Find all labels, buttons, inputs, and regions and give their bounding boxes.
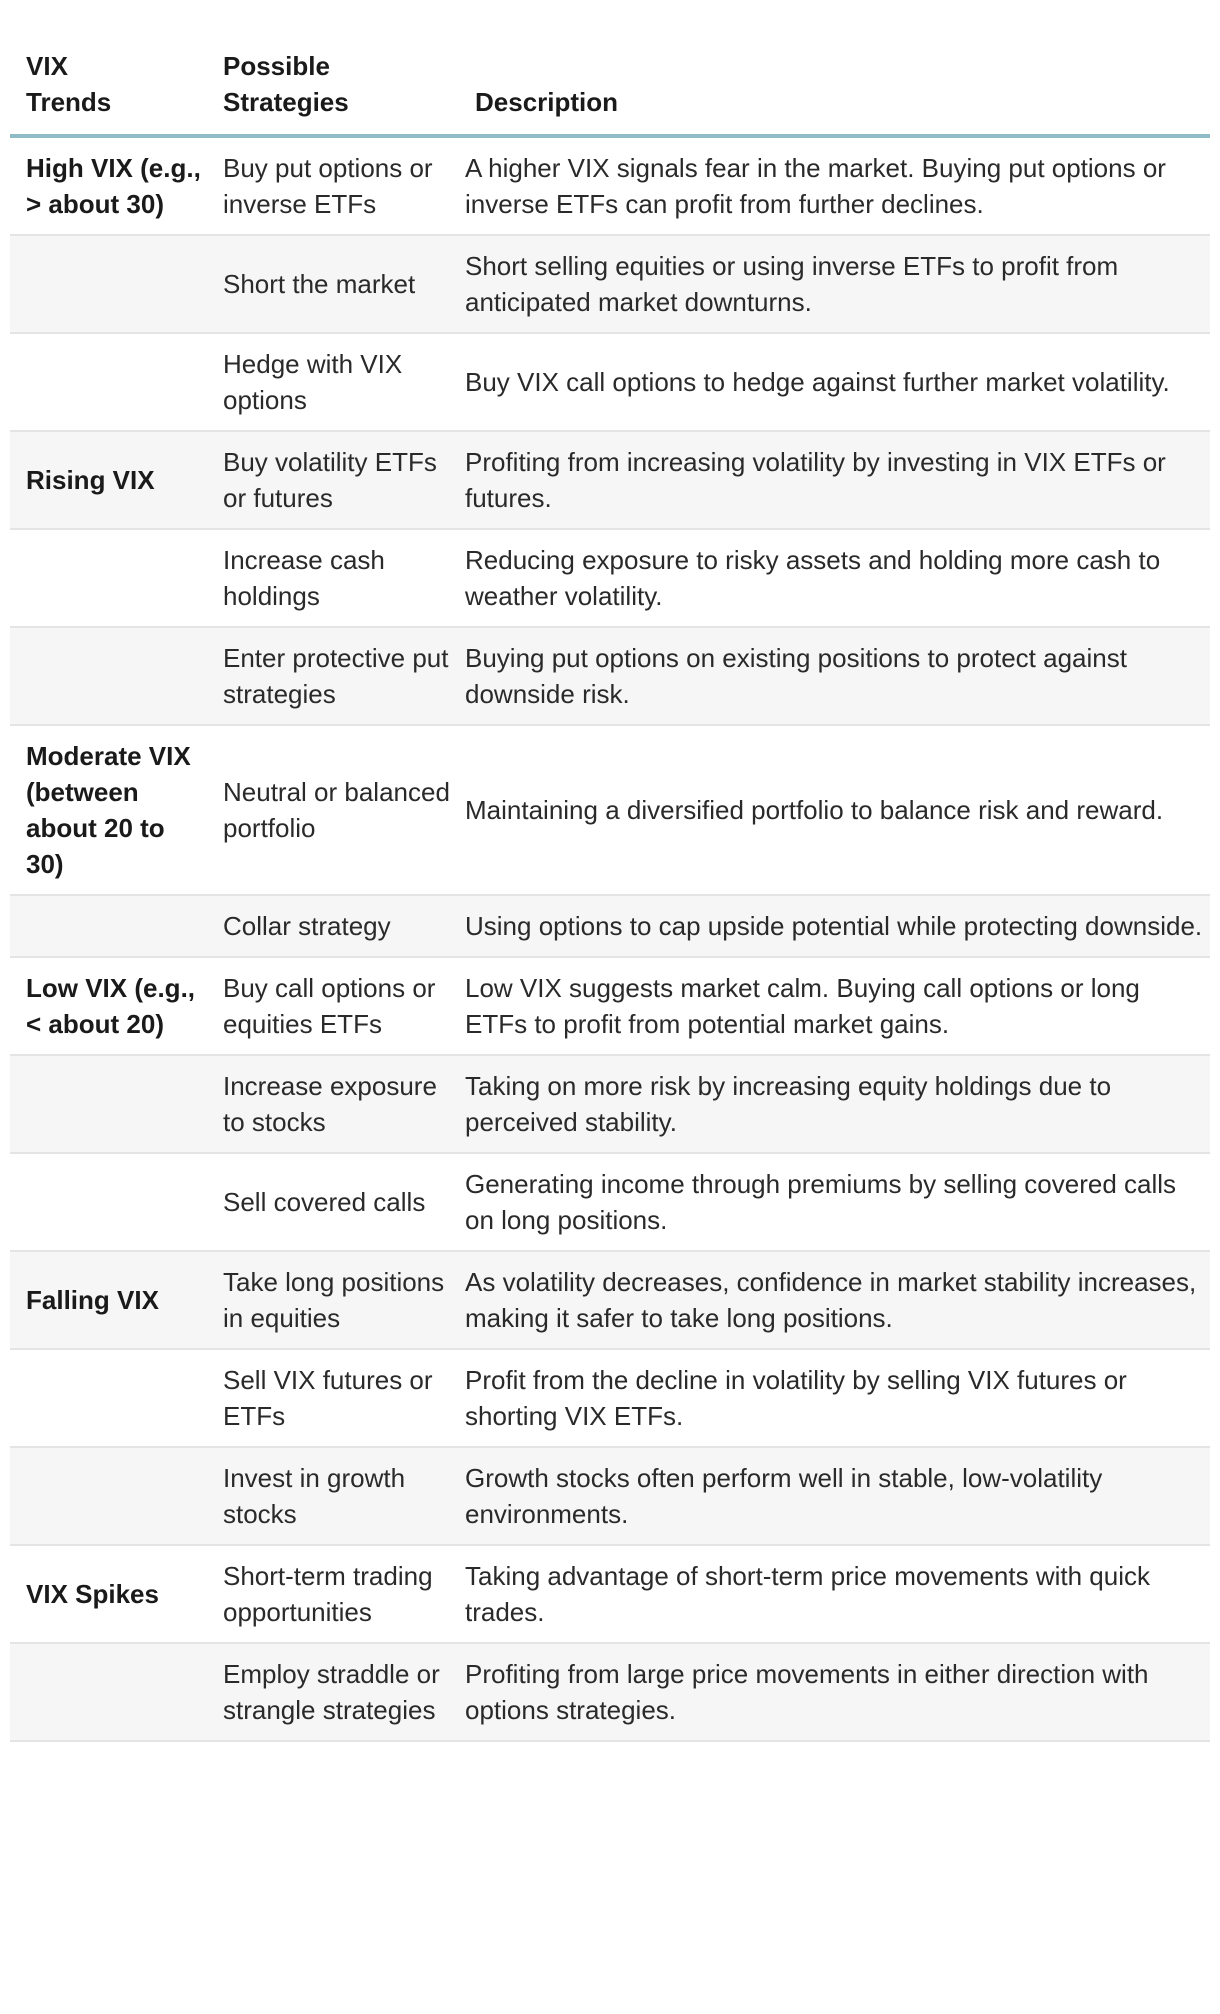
table-row [10,957,1210,1055]
strategy-cell: Employ straddle or strangle strategies [207,1643,459,1741]
header-row [10,48,1210,136]
description-cell: Growth stocks often perform well in stable, low-volatility environments. [459,1447,1210,1545]
trend-cell: VIX Spikes [10,1545,207,1643]
trend-cell [10,333,207,431]
strategy-cell: Sell VIX futures or ETFs [207,1349,459,1447]
description-cell: Low VIX suggests market calm. Buying call options or long ETFs to profit from potential market gains. [459,957,1210,1055]
description-cell: Buy VIX call options to hedge against further market volatility. [459,333,1210,431]
strategy-cell: Collar strategy [207,895,459,957]
description-cell: Reducing exposure to risky assets and holding more cash to weather volatility. [459,529,1210,627]
strategy-cell: Buy put options or inverse ETFs [207,136,459,235]
table-row [10,136,1210,235]
trend-cell [10,895,207,957]
trend-cell [10,1447,207,1545]
strategy-cell: Take long positions in equities [207,1251,459,1349]
description-cell: As volatility decreases, confidence in market stability increases, making it safer to take long positions. [459,1251,1210,1349]
strategy-cell: Sell covered calls [207,1153,459,1251]
trend-cell: Low VIX (e.g., < about 20) [10,957,207,1055]
description-cell: Buying put options on existing positions to protect against downside risk. [459,627,1210,725]
table-row [10,1447,1210,1545]
description-cell: Using options to cap upside potential while protecting downside. [459,895,1210,957]
trend-cell: Falling VIX [10,1251,207,1349]
description-cell: Taking on more risk by increasing equity holdings due to perceived stability. [459,1055,1210,1153]
strategy-cell: Hedge with VIX options [207,333,459,431]
trend-cell [10,1153,207,1251]
table-row [10,1251,1210,1349]
description-cell: A higher VIX signals fear in the market. Buying put options or inverse ETFs can profit from further declines. [459,136,1210,235]
description-cell: Maintaining a diversified portfolio to balance risk and reward. [459,725,1210,895]
table-row [10,1055,1210,1153]
description-cell: Generating income through premiums by selling covered calls on long positions. [459,1153,1210,1251]
trend-cell [10,235,207,333]
description-cell: Taking advantage of short-term price movements with quick trades. [459,1545,1210,1643]
strategy-cell: Increase cash holdings [207,529,459,627]
trend-cell: High VIX (e.g., > about 30) [10,136,207,235]
trend-cell [10,529,207,627]
header-possible-strategies: Possible Strategies [207,48,459,136]
description-cell: Profiting from large price movements in either direction with options strategies. [459,1643,1210,1741]
table-row [10,895,1210,957]
trend-cell [10,1349,207,1447]
table-row [10,1153,1210,1251]
trend-cell [10,1055,207,1153]
description-cell: Profiting from increasing volatility by investing in VIX ETFs or futures. [459,431,1210,529]
strategy-cell: Buy call options or equities ETFs [207,957,459,1055]
strategy-cell: Neutral or balanced portfolio [207,725,459,895]
header-vix-trends: VIX Trends [10,48,207,136]
trend-cell [10,627,207,725]
trend-cell [10,1643,207,1741]
table-row [10,725,1210,895]
table-row [10,1349,1210,1447]
trend-cell: Rising VIX [10,431,207,529]
table-row [10,627,1210,725]
strategy-cell: Enter protective put strategies [207,627,459,725]
description-cell: Profit from the decline in volatility by selling VIX futures or shorting VIX ETFs. [459,1349,1210,1447]
table-row [10,1545,1210,1643]
table-row [10,529,1210,627]
header-description: Description [459,48,1210,136]
table-header [10,48,1210,136]
table-row [10,1643,1210,1741]
strategy-cell: Short the market [207,235,459,333]
strategy-cell: Short-term trading opportunities [207,1545,459,1643]
table-body [10,136,1210,1741]
trend-cell: Moderate VIX (between about 20 to 30) [10,725,207,895]
table-row [10,235,1210,333]
strategy-cell: Increase exposure to stocks [207,1055,459,1153]
strategy-cell: Buy volatility ETFs or futures [207,431,459,529]
table-row [10,333,1210,431]
strategy-cell: Invest in growth stocks [207,1447,459,1545]
vix-strategies-table [10,48,1210,1742]
description-cell: Short selling equities or using inverse ETFs to profit from anticipated market downturns. [459,235,1210,333]
table-row [10,431,1210,529]
